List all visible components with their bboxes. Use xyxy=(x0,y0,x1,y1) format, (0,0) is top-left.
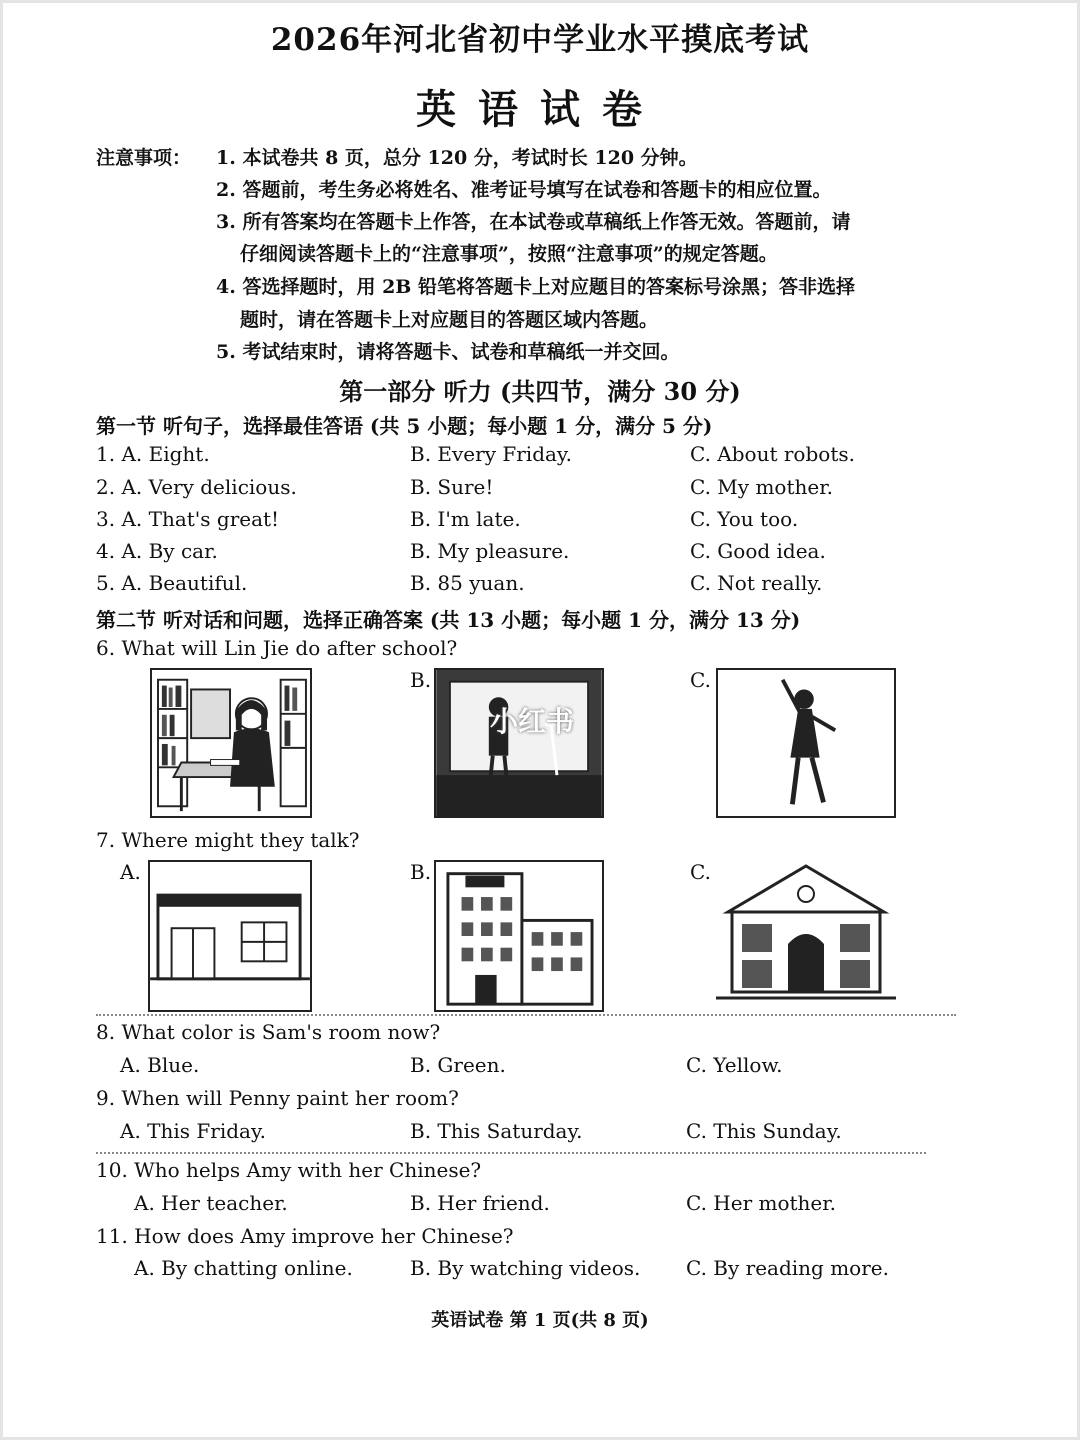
q6-picture-c-dancing xyxy=(716,668,896,818)
q6-picture-a-library xyxy=(150,668,312,818)
notice-item-3: 3. 所有答案均在答题卡上作答，在本试卷或草稿纸上作答无效。答题前，请 xyxy=(216,211,851,233)
section1-title: 第一节 听句子，选择最佳答语 (共 5 小题；每小题 1 分，满分 5 分) xyxy=(96,414,713,438)
q8-option-a: A. Blue. xyxy=(120,1053,200,1077)
page-footer: 英语试卷 第 1 页(共 8 页) xyxy=(431,1310,649,1331)
q8-stem: 8. What color is Sam's room now? xyxy=(96,1020,441,1044)
q6-stem: 6. What will Lin Jie do after school? xyxy=(96,636,458,660)
notice-item-5: 5. 考试结束时，请将答题卡、试卷和草稿纸一并交回。 xyxy=(216,341,680,363)
q9-option-a: A. This Friday. xyxy=(120,1119,266,1143)
exam-title: 2026年河北省初中学业水平摸底考试 xyxy=(270,22,810,58)
q4-option-b: B. My pleasure. xyxy=(410,539,570,563)
library-illustration xyxy=(152,670,310,816)
q3-option-b: B. I'm late. xyxy=(410,507,521,531)
q4-option-c: C. Good idea. xyxy=(690,539,826,563)
q6-label-c: C. xyxy=(690,668,711,692)
singing-stage-illustration xyxy=(436,670,602,816)
q8-option-c: C. Yellow. xyxy=(686,1053,783,1077)
notice-item-2: 2. 答题前，考生务必将姓名、准考证号填写在试卷和答题卡的相应位置。 xyxy=(216,179,832,201)
q6-label-b: B. xyxy=(410,668,432,692)
q5-option-c: C. Not really. xyxy=(690,571,823,595)
q11-option-a: A. By chatting online. xyxy=(134,1256,353,1280)
exam-subtitle: 英语试卷 xyxy=(416,86,664,133)
dancing-girl-illustration xyxy=(718,670,894,816)
q7-picture-b-hospital xyxy=(434,860,604,1012)
q4-option-a: 4. A. By car. xyxy=(96,539,218,563)
q7-label-a: A. xyxy=(120,860,141,884)
notice-item-4-cont: 题时，请在答题卡上对应题目的答题区域内答题。 xyxy=(240,309,659,331)
q1-option-b: B. Every Friday. xyxy=(410,442,572,466)
q7-picture-c-museum xyxy=(716,860,896,1012)
part1-title: 第一部分 听力 (共四节，满分 30 分) xyxy=(339,377,741,406)
section2-title: 第二节 听对话和问题，选择正确答案 (共 13 小题；每小题 1 分，满分 13 分) xyxy=(96,608,801,632)
q2-option-c: C. My mother. xyxy=(690,475,833,499)
dotted-divider-2 xyxy=(96,1152,926,1154)
q3-option-a: 3. A. That's great! xyxy=(96,507,280,531)
q9-stem: 9. When will Penny paint her room? xyxy=(96,1086,459,1110)
q10-option-c: C. Her mother. xyxy=(686,1191,836,1215)
q2-option-b: B. Sure! xyxy=(410,475,494,499)
watermark: 小红书 xyxy=(490,705,575,738)
q7-picture-a-school xyxy=(148,860,312,1012)
q5-option-b: B. 85 yuan. xyxy=(410,571,525,595)
q3-option-c: C. You too. xyxy=(690,507,799,531)
q6-picture-b-singing xyxy=(434,668,604,818)
q7-label-b: B. xyxy=(410,860,432,884)
q1-option-a: 1. A. Eight. xyxy=(96,442,210,466)
q9-option-c: C. This Sunday. xyxy=(686,1119,842,1143)
notice-item-4: 4. 答选择题时，用 2B 铅笔将答题卡上对应题目的答案标号涂黑；答非选择 xyxy=(216,276,855,298)
q10-stem: 10. Who helps Amy with her Chinese? xyxy=(96,1158,482,1182)
school-building-illustration xyxy=(150,862,310,1010)
dotted-divider xyxy=(96,1014,956,1016)
q7-label-c: C. xyxy=(690,860,711,884)
q8-option-b: B. Green. xyxy=(410,1053,506,1077)
q1-option-c: C. About robots. xyxy=(690,442,855,466)
museum-building-illustration xyxy=(716,860,896,1012)
q2-option-a: 2. A. Very delicious. xyxy=(96,475,297,499)
q11-option-c: C. By reading more. xyxy=(686,1256,889,1280)
notice-item-1: 1. 本试卷共 8 页，总分 120 分，考试时长 120 分钟。 xyxy=(216,147,698,169)
notice-label: 注意事项： xyxy=(96,147,192,169)
q10-option-a: A. Her teacher. xyxy=(134,1191,288,1215)
q10-option-b: B. Her friend. xyxy=(410,1191,550,1215)
notice-item-3-cont: 仔细阅读答题卡上的“注意事项”，按照“注意事项”的规定答题。 xyxy=(240,243,778,265)
q11-stem: 11. How does Amy improve her Chinese? xyxy=(96,1224,514,1248)
q11-option-b: B. By watching videos. xyxy=(410,1256,641,1280)
q5-option-a: 5. A. Beautiful. xyxy=(96,571,248,595)
q7-stem: 7. Where might they talk? xyxy=(96,828,360,852)
q9-option-b: B. This Saturday. xyxy=(410,1119,583,1143)
hospital-building-illustration xyxy=(436,862,602,1010)
